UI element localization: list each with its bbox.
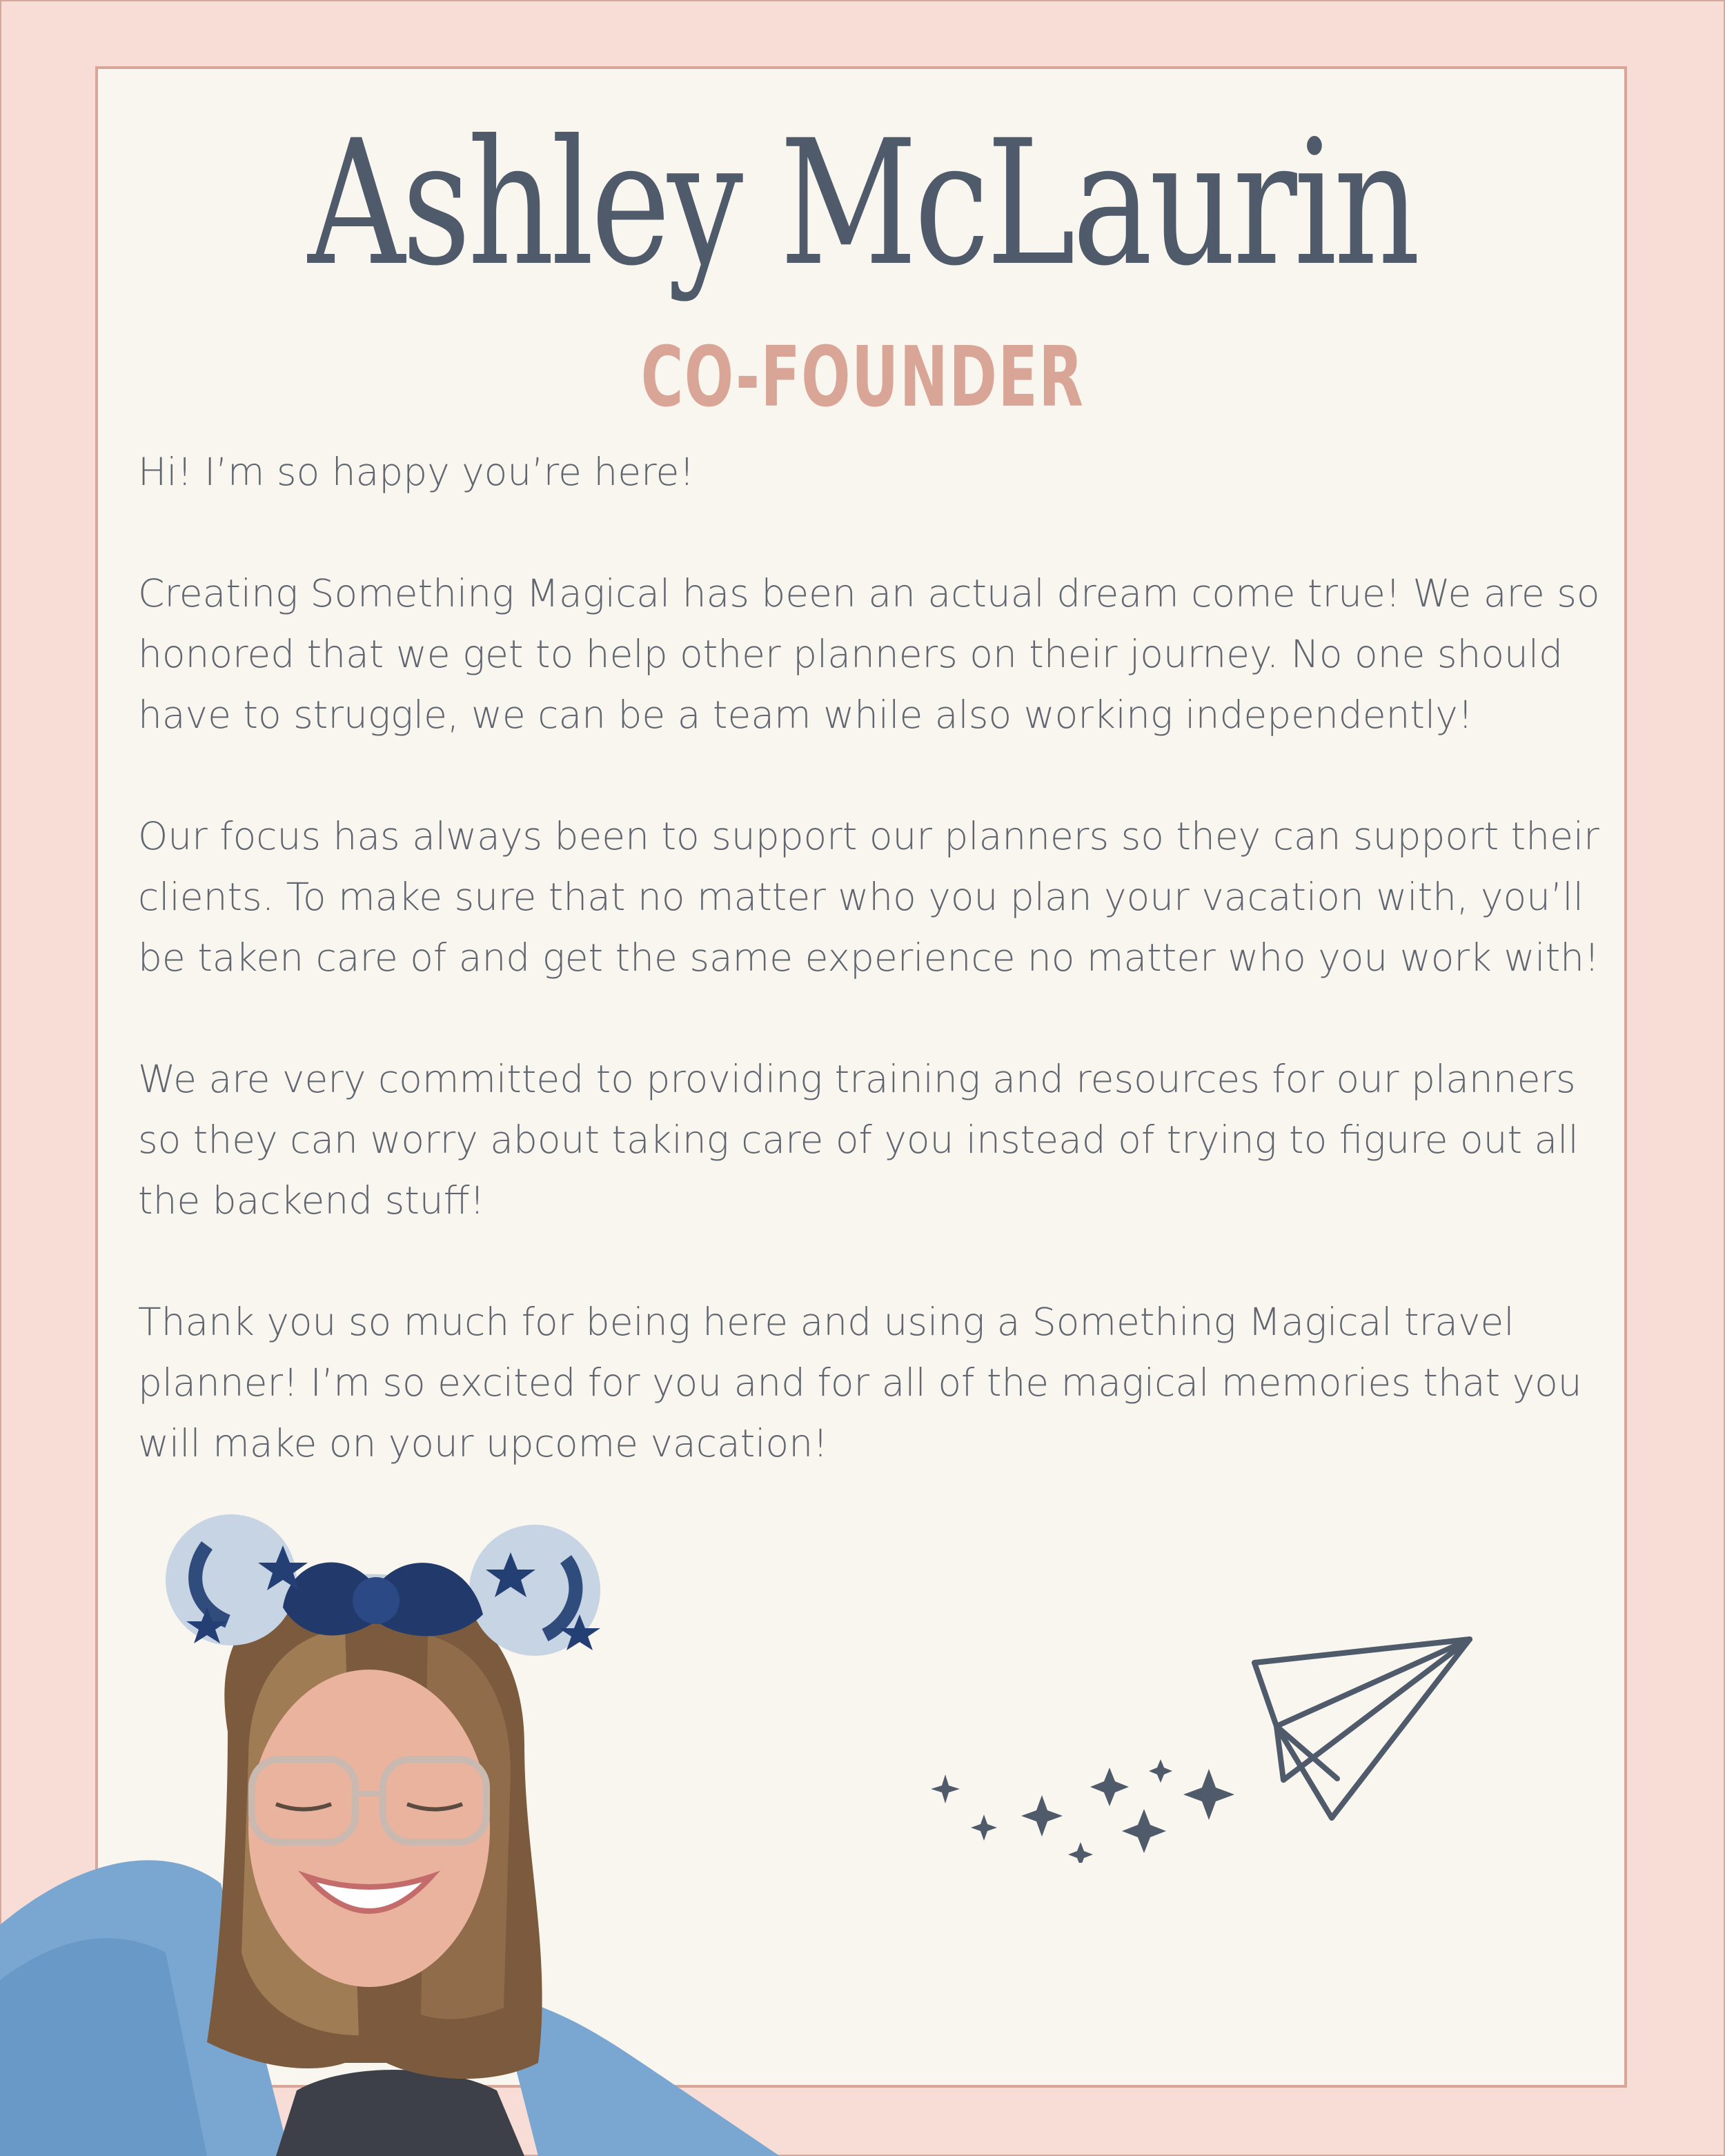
letter-paragraph: Our focus has always been to support our planners so they can support their clients. To make sure that no matter who you plan your vacation with, you’ll be taken care of and get the same experience no matter who you work with! (138, 814, 1600, 980)
letter-body (138, 442, 1601, 1534)
paper-plane-icon (918, 1614, 1483, 1863)
letter-paragraph: Hi! I’m so happy you’re here! (138, 450, 695, 494)
letter-paragraph: We are very committed to providing training and resources for our planners so they can worry about taking care of you instead of trying to figure out all the backend stuff! (138, 1057, 1579, 1223)
portrait-photo (0, 1470, 787, 2156)
person-name: Ashley McLaurin (308, 103, 1417, 304)
letter-paragraph: Thank you so much for being here and using a Something Magical travel planner! I’m so excited for you and for all of the magical memories that you will make on your upcome vacation! (138, 1300, 1582, 1465)
person-role: CO-FOUNDER (640, 330, 1085, 426)
letter-paragraph: Creating Something Magical has been an actual dream come true! We are so honored that we get to help other planners on their journey. No one should have to struggle, we can be a team while also working independently! (138, 571, 1600, 737)
